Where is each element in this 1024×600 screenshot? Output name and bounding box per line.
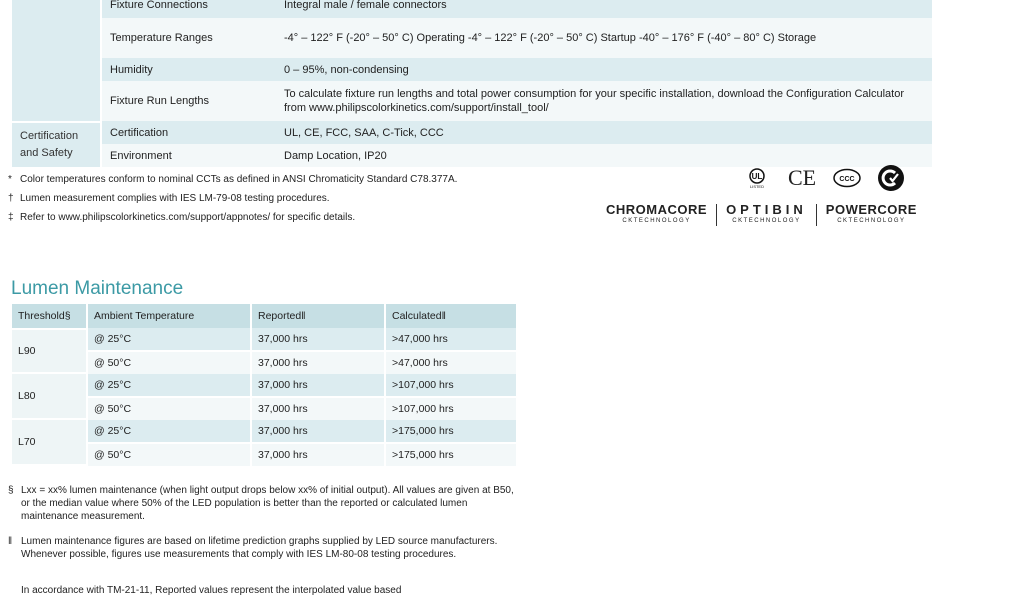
certification-marks xyxy=(742,164,920,192)
spec-value: Damp Location, IP20 xyxy=(276,144,932,167)
calculated-cell: >47,000 hrs xyxy=(386,352,516,374)
reported-cell: 37,000 hrs xyxy=(252,398,384,420)
reported-cell: 37,000 hrs xyxy=(252,352,384,374)
footnote-lxx xyxy=(8,484,518,523)
table-row xyxy=(12,398,516,420)
calculated-cell: >107,000 hrs xyxy=(386,374,516,398)
specification-table xyxy=(12,0,932,167)
threshold-cell: L80 xyxy=(12,374,86,420)
table-row xyxy=(12,374,516,398)
ambient-cell: @ 50°C xyxy=(88,444,250,466)
ambient-cell: @ 25°C xyxy=(88,328,250,352)
note-text: Lumen measurement complies with IES LM-79-08 testing procedures. xyxy=(20,193,330,204)
note-item xyxy=(8,170,457,189)
footnote-text: In accordance with TM-21-11, Reported values represent the interpolated value based xyxy=(21,585,402,596)
calculated-cell: >107,000 hrs xyxy=(386,398,516,420)
spec-row-fixture-run-lengths xyxy=(12,81,932,121)
ambient-cell: @ 25°C xyxy=(88,374,250,398)
note-text: Refer to www.philipscolorkinetics.com/support/appnotes/ for specific details. xyxy=(20,212,356,223)
brand-optibin xyxy=(717,203,816,225)
header-calculated: Calculated‖ xyxy=(386,304,516,328)
ambient-cell: @ 25°C xyxy=(88,420,250,444)
note-symbol: † xyxy=(8,193,14,204)
footnote-symbol: ‖ xyxy=(8,536,13,547)
spec-value: UL, CE, FCC, SAA, C-Tick, CCC xyxy=(276,121,932,144)
header-threshold: Threshold§ xyxy=(12,304,86,328)
header-reported: Reported‖ xyxy=(252,304,384,328)
lumen-maintenance-table xyxy=(12,304,516,466)
ul-mark-text: UL xyxy=(751,172,763,181)
brand-name: OPTIBIN xyxy=(726,202,807,217)
spec-value: 0 – 95%, non-condensing xyxy=(276,58,932,81)
spec-value: To calculate fixture run lengths and total power consumption for your specific installation, download the Configuration Calculator from www.philipscolorkinetics.com/support/install_tool/ xyxy=(276,81,932,121)
ccc-mark-icon xyxy=(832,168,862,188)
note-item xyxy=(8,208,457,227)
calculated-cell: >47,000 hrs xyxy=(386,328,516,352)
c-tick-icon xyxy=(878,165,904,191)
spec-value: -4° – 122° F (-20° – 50° C) Operating -4° – 122° F (-20° – 50° C) Startup -40° – 176° F (-40° – 80° C) Storage xyxy=(276,18,932,58)
threshold-cell: L90 xyxy=(12,328,86,374)
brand-chromacore xyxy=(597,203,716,225)
reported-cell: 37,000 hrs xyxy=(252,444,384,466)
ambient-cell: @ 50°C xyxy=(88,398,250,420)
spec-label: Fixture Run Lengths xyxy=(102,81,276,121)
footnote-tm21 xyxy=(8,584,518,597)
note-symbol: * xyxy=(8,174,12,185)
reported-cell: 37,000 hrs xyxy=(252,420,384,444)
spec-row-fixture-connections xyxy=(12,0,932,18)
ce-mark-icon: CE xyxy=(788,165,817,190)
brand-sub: CKTECHNOLOGY xyxy=(837,218,906,224)
footnote-symbol: § xyxy=(8,485,14,496)
reported-cell: 37,000 hrs xyxy=(252,374,384,398)
ccc-mark-text: CCC xyxy=(839,176,855,183)
spec-row-humidity xyxy=(12,58,932,81)
brand-name: CHROMACORE xyxy=(606,202,708,217)
brand-powercore xyxy=(817,203,926,225)
footnote-lumen-figures xyxy=(8,535,518,561)
table-row xyxy=(12,420,516,444)
ambient-cell: @ 50°C xyxy=(88,352,250,374)
note-symbol: ‡ xyxy=(8,212,14,223)
footnote-text: Lxx = xx% lumen maintenance (when light output drops below xx% of initial output). All values are given at B50, or the median value where 50% of the LED population is better than the reported or calculated lumen maintenance measurement. xyxy=(21,485,514,522)
spec-row-temperature-ranges xyxy=(12,18,932,58)
spec-category-cell xyxy=(12,0,100,121)
technology-brands xyxy=(597,203,926,226)
spec-label: Certification xyxy=(102,121,276,144)
ul-listed-icon xyxy=(742,167,772,189)
spec-label: Environment xyxy=(102,144,276,167)
spec-row-certification xyxy=(12,121,932,144)
table-row xyxy=(12,352,516,374)
table-row xyxy=(12,444,516,466)
brand-sub: CKTECHNOLOGY xyxy=(622,218,691,224)
spec-label: Temperature Ranges xyxy=(102,18,276,58)
lumen-header-row xyxy=(12,304,516,328)
threshold-cell: L70 xyxy=(12,420,86,466)
note-text: Color temperatures conform to nominal CCTs as defined in ANSI Chromaticity Standard C78.377A. xyxy=(20,174,458,185)
reported-cell: 37,000 hrs xyxy=(252,328,384,352)
spec-label: Humidity xyxy=(102,58,276,81)
spec-notes xyxy=(8,170,457,227)
calculated-cell: >175,000 hrs xyxy=(386,420,516,444)
note-item xyxy=(8,189,457,208)
brand-sub: CKTECHNOLOGY xyxy=(732,218,801,224)
spec-label: Fixture Connections xyxy=(102,0,276,18)
ul-mark-subtext: LISTED xyxy=(749,184,765,189)
table-row xyxy=(12,328,516,352)
spec-value: Integral male / female connectors xyxy=(276,0,932,18)
footnote-text: Lumen maintenance figures are based on lifetime prediction graphs supplied by LED source manufacturers. Whenever possible, figures use measurements that comply with IES LM-80-08 testing procedures. xyxy=(21,536,498,560)
header-ambient-temperature: Ambient Temperature xyxy=(88,304,250,328)
spec-category-certification-safety: Certification and Safety xyxy=(12,121,100,167)
section-title-lumen-maintenance: Lumen Maintenance xyxy=(11,278,184,299)
brand-name: POWERCORE xyxy=(825,202,917,217)
calculated-cell: >175,000 hrs xyxy=(386,444,516,466)
